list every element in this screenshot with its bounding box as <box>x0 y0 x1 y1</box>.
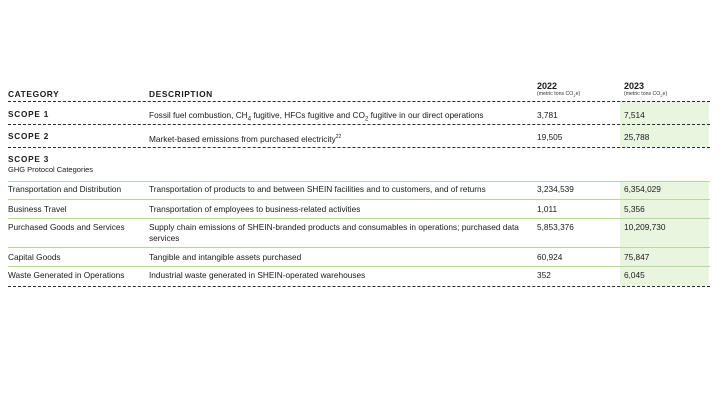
header-unit-2022: (metric tons $CO_2e$) <box>537 91 581 99</box>
divider <box>8 124 710 125</box>
header-description: DESCRIPTION <box>149 89 213 99</box>
row-category: Waste Generated in Operations <box>8 270 125 280</box>
scope2-description: Market-based emissions from purchased electricity$^{22}$ <box>149 133 342 144</box>
row-value-2022: 3,234,539 <box>537 184 574 194</box>
row-divider <box>8 199 710 200</box>
scope2-2023: 25,788 <box>624 132 650 142</box>
row-category: Purchased Goods and Services <box>8 222 125 232</box>
header-unit-2023: (metric tons $CO_2e$) <box>624 91 668 99</box>
row-description: Industrial waste generated in SHEIN-operated warehouses <box>149 270 366 280</box>
row-divider <box>8 181 710 182</box>
row-value-2022: 60,924 <box>537 252 563 262</box>
row-value-2022: 5,853,376 <box>537 222 574 232</box>
scope1-label: SCOPE 1 <box>8 110 50 119</box>
scope3-label: SCOPE 3 <box>8 155 50 164</box>
divider <box>8 101 710 102</box>
row-value-2022: 352 <box>537 270 551 280</box>
row-description: Supply chain emissions of SHEIN-branded products and consumables in operations; purchased data services <box>149 222 519 243</box>
header-year-2022: 2022 <box>537 81 558 91</box>
row-category: Business Travel <box>8 204 67 214</box>
footnote-marker: 22 <box>335 134 342 140</box>
scope1-2022: 3,781 <box>537 110 558 120</box>
row-value-2023: 6,045 <box>624 270 645 280</box>
row-value-2023: 5,356 <box>624 204 645 214</box>
row-category: Transportation and Distribution <box>8 184 122 194</box>
row-description: Transportation of employees to business-related activities <box>149 204 361 214</box>
row-value-2022: 1,011 <box>537 204 558 214</box>
scope1-description: Fossil fuel combustion, $CH_4$ fugitive, HFCs fugitive and $CO_2$ fugitive in our direct operations <box>149 110 484 123</box>
row-divider <box>8 247 710 248</box>
row-value-2023: 75,847 <box>624 252 650 262</box>
row-value-2023: 10,209,730 <box>624 222 666 232</box>
scope3-sublabel: GHG Protocol Categories <box>8 165 94 174</box>
row-description: Tangible and intangible assets purchased <box>149 252 302 262</box>
header-category: CATEGORY <box>8 89 60 99</box>
scope1-2023: 7,514 <box>624 110 645 120</box>
row-value-2023: 6,354,029 <box>624 184 661 194</box>
scope2-2022: 19,505 <box>537 132 563 142</box>
row-category: Capital Goods <box>8 252 61 262</box>
row-divider <box>8 218 710 219</box>
row-divider <box>8 266 710 267</box>
header-year-2023: 2023 <box>624 81 645 91</box>
divider <box>8 286 710 287</box>
scope2-label: SCOPE 2 <box>8 132 50 141</box>
row-description: Transportation of products to and between SHEIN facilities and to customers, and of returns <box>149 184 486 194</box>
divider <box>8 147 710 148</box>
